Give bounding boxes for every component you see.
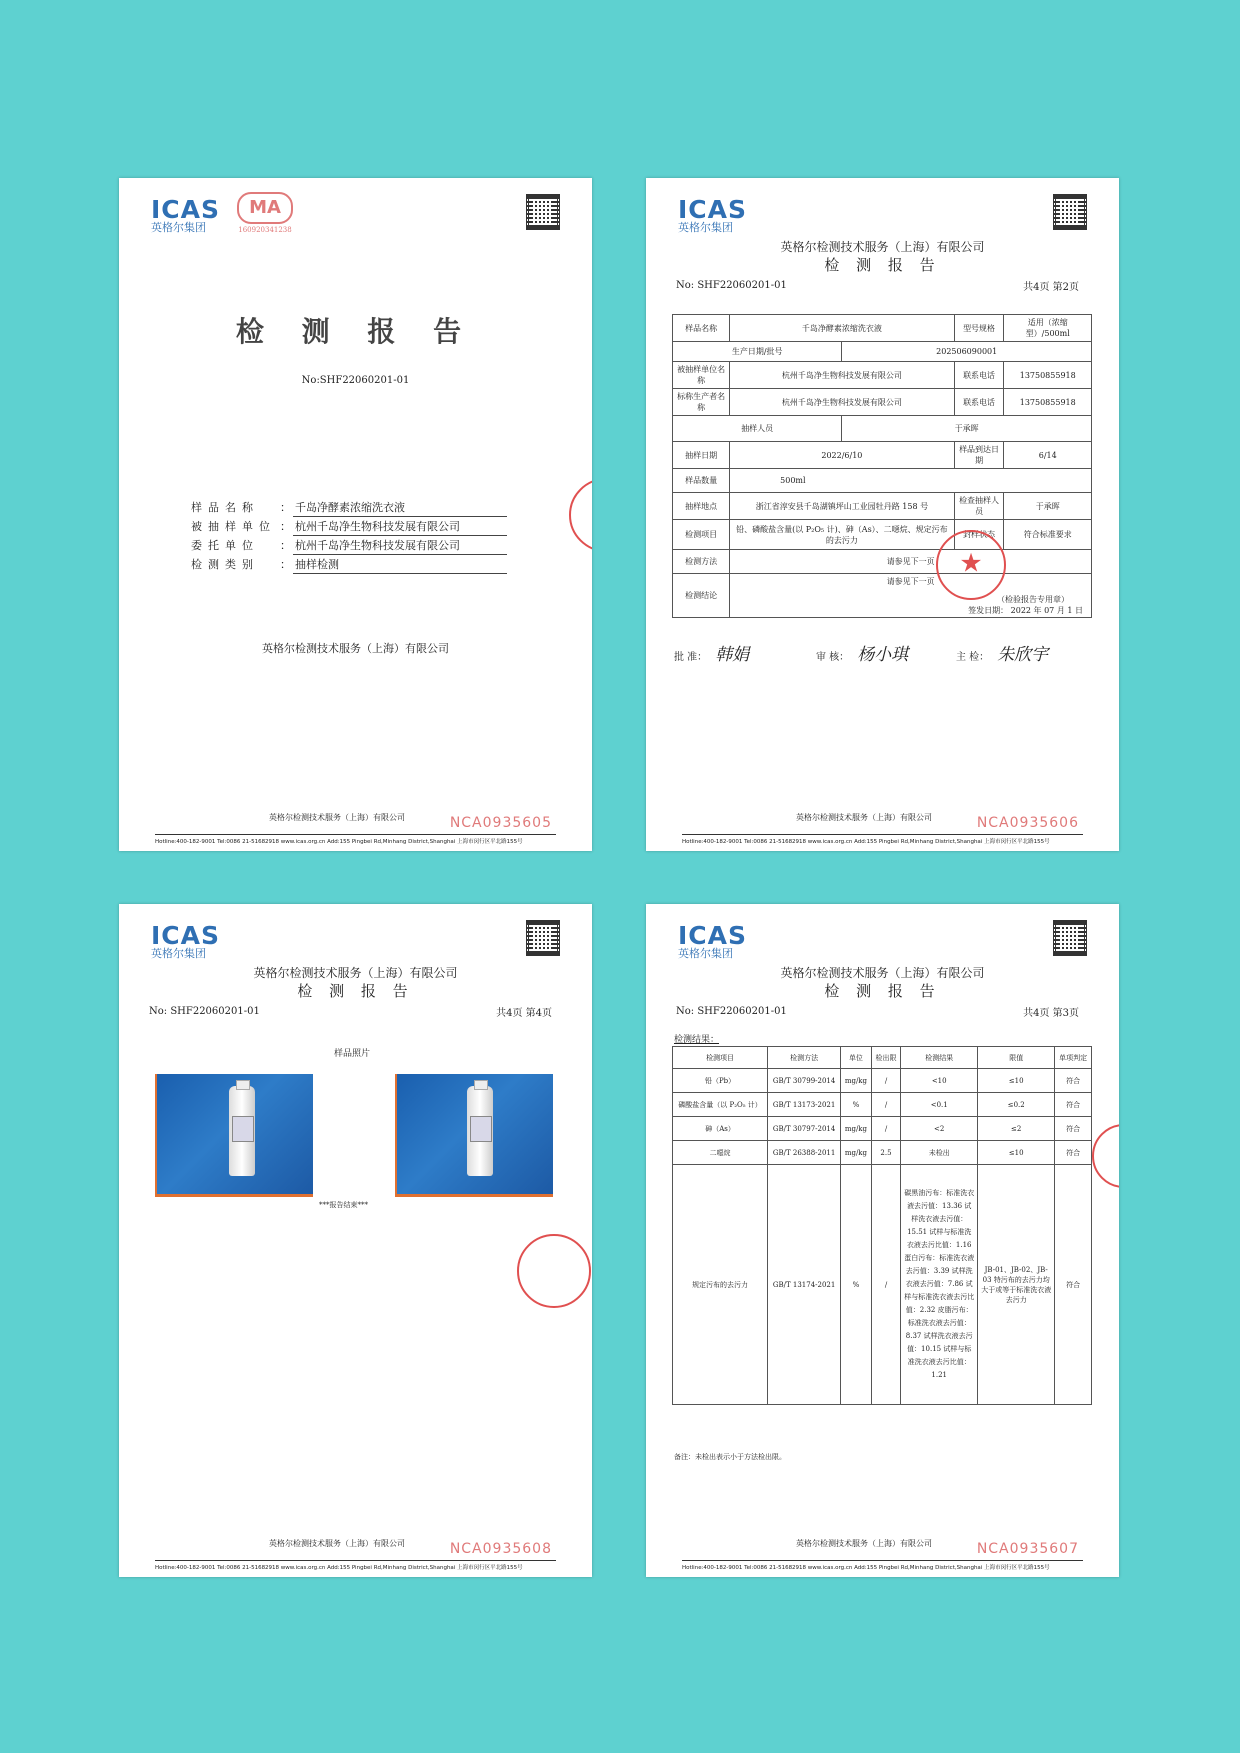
report-no: No: SHF22060201-01 xyxy=(676,280,787,291)
report-no: No: SHF22060201-01 xyxy=(149,1006,260,1017)
cover-title: 检 测 报 告 xyxy=(235,315,476,348)
page-info: 共4页 第4页 xyxy=(496,1008,552,1019)
report-page-2: ICAS 英格尔集团 英格尔检测技术服务（上海）有限公司 检 测 报 告 No: SHF22060201-01 共4页 第2页 样品名称 千岛净酵素浓缩洗衣液 型号规格 适用（浓缩型）/500ml 生产日期/批号 202506090001 被抽样单位名称 杭州千岛净生物科技发展有限公司 联系电话 13750855918 标称生产者名称 杭州千岛净生物科技发展有限公司 联系电话 13750855918 抽样人员 于承晖 抽样日期 2022/6/10 样品到达日期 6/14 样品数量 500ml 抽样地点 浙江省淳安县千岛湖镇坪山工业园牡丹路 158 号 检查抽样人员 于承晖 检测项目 铅、磷酸盐含量(以 P₂O₅ 计)、砷（As）、二噁烷、规定污布的去污力 封样状态 符合标准要求 检测方法 请参见下一页 检测结论 请参见下一页 （检验报告专用章） 签发日期： 2022 年 07 月 1 日 ★ 批 准： 韩娟 审 核： 杨小琪 主 检： 朱欣宇 英格尔检测技术服务（上海）有限公司 NCA0935606 Hotline:400-182-9001 Tel:0086 21-51682918 www.icas.org.cn Add:155 Pingbei Rd,Minhang District,Shanghai 上海市闵行区平北路155号 xyxy=(646,178,1119,851)
company-header: 英格尔检测技术服务（上海）有限公司 xyxy=(253,966,458,980)
report-title: 检 测 报 告 xyxy=(824,982,941,1000)
red-stamp xyxy=(1092,1124,1119,1188)
results-note: 备注：未检出表示小于方法检出限。 xyxy=(674,1453,786,1461)
page-info: 共4页 第3页 xyxy=(1023,1008,1079,1019)
red-stamp xyxy=(569,478,592,552)
page-info: 共4页 第2页 xyxy=(1023,282,1079,293)
icas-logo: ICAS 英格尔集团 xyxy=(678,195,748,234)
qr-code-icon xyxy=(526,920,560,956)
table-row: 磷酸盐含量（以 P₂O₅ 计） GB/T 13173-2021 % / <0.1 ≤0.2 符合 xyxy=(673,1093,1092,1117)
qr-code-icon xyxy=(1053,920,1087,956)
report-page-photos: ICAS 英格尔集团 英格尔检测技术服务（上海）有限公司 检 测 报 告 No: SHF22060201-01 共4页 第4页 样品照片 ***报告结束*** 英格尔检测技术服务（上海）有限公司 NCA0935608 Hotline:400-182-9001 Tel:0086 21-51682918 www.icas.org.cn Add:155 Pingbei Rd,Minhang District,Shanghai 上海市闵行区平北路155号 xyxy=(119,904,592,1577)
report-title: 检 测 报 告 xyxy=(824,256,941,274)
company-header: 英格尔检测技术服务（上海）有限公司 xyxy=(780,966,985,980)
cover-report-no: No:SHF22060201-01 xyxy=(301,375,410,386)
results-section-title: 检测结果： xyxy=(674,1035,720,1045)
qr-code-icon xyxy=(526,194,560,230)
report-no: No: SHF22060201-01 xyxy=(676,1006,787,1017)
report-end-note: ***报告结束*** xyxy=(319,1201,368,1209)
nca-number: NCA0935608 xyxy=(449,1541,552,1557)
table-row: 铅（Pb） GB/T 30799-2014 mg/kg / <10 ≤10 符合 xyxy=(673,1069,1092,1093)
cover-info-table: 样品名称 ： 千岛净酵素浓缩洗衣液 被抽样单位 ： 杭州千岛净生物科技发展有限公司 委托单位 ： 杭州千岛净生物科技发展有限公司 检测类别 ： 抽样检测 xyxy=(189,498,507,574)
inspection-seal-stamp: ★ xyxy=(936,530,1006,600)
photo-caption: 样品照片 xyxy=(334,1049,371,1059)
report-page-cover: ICAS 英格尔集团 MA 160920341238 检 测 报 告 No:SHF22060201-01 样品名称 ： 千岛净酵素浓缩洗衣液 被抽样单位 ： 杭州千岛净生物科技发展有限公司 委托单位 ： 杭州千岛净生物科技发展有限公司 检测类别 ： 抽样检测 英格尔检测技术服务（上海）有限公司 英格尔检测技术服务（上海）有限公司 NCA0935605 Hotline:400-182-9001 Tel:0086 21-51682918 www.icas.org.cn Add:155 Pingbei Rd,Minhang District,Shanghai 上海市闵行区平北路155号 xyxy=(119,178,592,851)
icas-logo: ICAS 英格尔集团 xyxy=(151,195,221,234)
sample-photo-back xyxy=(395,1074,553,1197)
red-stamp xyxy=(517,1234,591,1308)
company-header: 英格尔检测技术服务（上海）有限公司 xyxy=(780,240,985,254)
cma-seal: MA 160920341238 xyxy=(237,192,293,234)
table-row: 二噁烷 GB/T 26388-2011 mg/kg 2.5 未检出 ≤10 符合 xyxy=(673,1141,1092,1165)
qr-code-icon xyxy=(1053,194,1087,230)
icas-logo: ICAS 英格尔集团 xyxy=(151,921,221,960)
reviewer-signature: 审 核： 杨小琪 xyxy=(816,645,909,665)
table-row: 砷（As） GB/T 30797-2014 mg/kg / <2 ≤2 符合 xyxy=(673,1117,1092,1141)
sample-photo-front xyxy=(155,1074,313,1197)
icas-logo: ICAS 英格尔集团 xyxy=(678,921,748,960)
report-title: 检 测 报 告 xyxy=(297,982,414,1000)
nca-number: NCA0935607 xyxy=(976,1541,1079,1557)
report-page-results: ICAS 英格尔集团 英格尔检测技术服务（上海）有限公司 检 测 报 告 No: SHF22060201-01 共4页 第3页 检测结果： 检测项目 检测方法 单位 检出限 检测结果 限值 单项判定 铅（Pb） GB/T 30799-2014 mg/kg / <10 ≤10 符合 磷酸盐含量（以 P₂O₅ 计） GB/T 13173-2021 % / <0.1 ≤0.2 符合 砷（As） GB/T 30797-2014 mg/kg / <2 ≤2 符合 二噁烷 GB/T 26388-2011 mg/kg 2.5 未检出 ≤10 符合 规定污布的去污力 GB/T 13174-2021 % / 碳黑油污布：标准洗衣液去污值：13.36 试样洗衣液去污值：15.51 试样与标准洗衣液去污比值：1.16 蛋白污布：标准洗衣液去污值：3.39 试样洗衣液去污值：7.86 试样与标准洗衣液去污比值：2.32 皮脂污布：标准洗衣液去污值：8.37 试样洗衣液去污值：10.15 试样与标准洗衣液去污比值：1.21 JB-01、JB-02、JB-03 特污布的去污力均大于或等于标准洗衣液去污力 符合 备注：未检出表示小于方法检出限。 英格尔检测技术服务（上海）有限公司 NCA0935607 Hotline:400-182-9001 Tel:0086 21-51682918 www.icas.org.cn Add:155 Pingbei Rd,Minhang District,Shanghai 上海市闵行区平北路155号 xyxy=(646,904,1119,1577)
table-row: 规定污布的去污力 GB/T 13174-2021 % / 碳黑油污布：标准洗衣液去污值：13.36 试样洗衣液去污值：15.51 试样与标准洗衣液去污比值：1.16 蛋白污布：标准洗衣液去污值：3.39 试样洗衣液去污值：7.86 试样与标准洗衣液去污比值：2.32 皮脂污布：标准洗衣液去污值：8.37 试样洗衣液去污值：10.15 试样与标准洗衣液去污比值：1.21 JB-01、JB-02、JB-03 特污布的去污力均大于或等于标准洗衣液去污力 符合 xyxy=(673,1165,1092,1405)
cover-issuer: 英格尔检测技术服务（上海）有限公司 xyxy=(262,642,449,655)
sample-info-table: 样品名称 千岛净酵素浓缩洗衣液 型号规格 适用（浓缩型）/500ml 生产日期/批号 202506090001 被抽样单位名称 杭州千岛净生物科技发展有限公司 联系电话 13750855918 标称生产者名称 杭州千岛净生物科技发展有限公司 联系电话 13750855918 抽样人员 于承晖 抽样日期 2022/6/10 样品到达日期 6/14 样品数量 500ml 抽样地点 浙江省淳安县千岛湖镇坪山工业园牡丹路 158 号 检查抽样人员 于承晖 检测项目 铅、磷酸盐含量(以 P₂O₅ 计)、砷（As）、二噁烷、规定污布的去污力 封样状态 符合标准要求 检测方法 请参见下一页 检测结论 请参见下一页 （检验报告专用章） 签发日期： 2022 年 07 月 1 日 xyxy=(672,314,1092,618)
results-table: 检测项目 检测方法 单位 检出限 检测结果 限值 单项判定 铅（Pb） GB/T 30799-2014 mg/kg / <10 ≤10 符合 磷酸盐含量（以 P₂O₅ 计） GB/T 13173-2021 % / <0.1 ≤0.2 符合 砷（As） GB/T 30797-2014 mg/kg / <2 ≤2 符合 二噁烷 GB/T 26388-2011 mg/kg 2.5 未检出 ≤10 符合 规定污布的去污力 GB/T 13174-2021 % / 碳黑油污布：标准洗衣液去污值：13.36 试样洗衣液去污值：15.51 试样与标准洗衣液去污比值：1.16 蛋白污布：标准洗衣液去污值：3.39 试样洗衣液去污值：7.86 试样与标准洗衣液去污比值：2.32 皮脂污布：标准洗衣液去污值：8.37 试样洗衣液去污值：10.15 试样与标准洗衣液去污比值：1.21 JB-01、JB-02、JB-03 特污布的去污力均大于或等于标准洗衣液去污力 符合 xyxy=(672,1046,1092,1405)
nca-number: NCA0935606 xyxy=(976,815,1079,831)
nca-number: NCA0935605 xyxy=(449,815,552,831)
inspector-signature: 主 检： 朱欣宇 xyxy=(956,645,1049,665)
approver-signature: 批 准： 韩娟 xyxy=(674,645,750,665)
